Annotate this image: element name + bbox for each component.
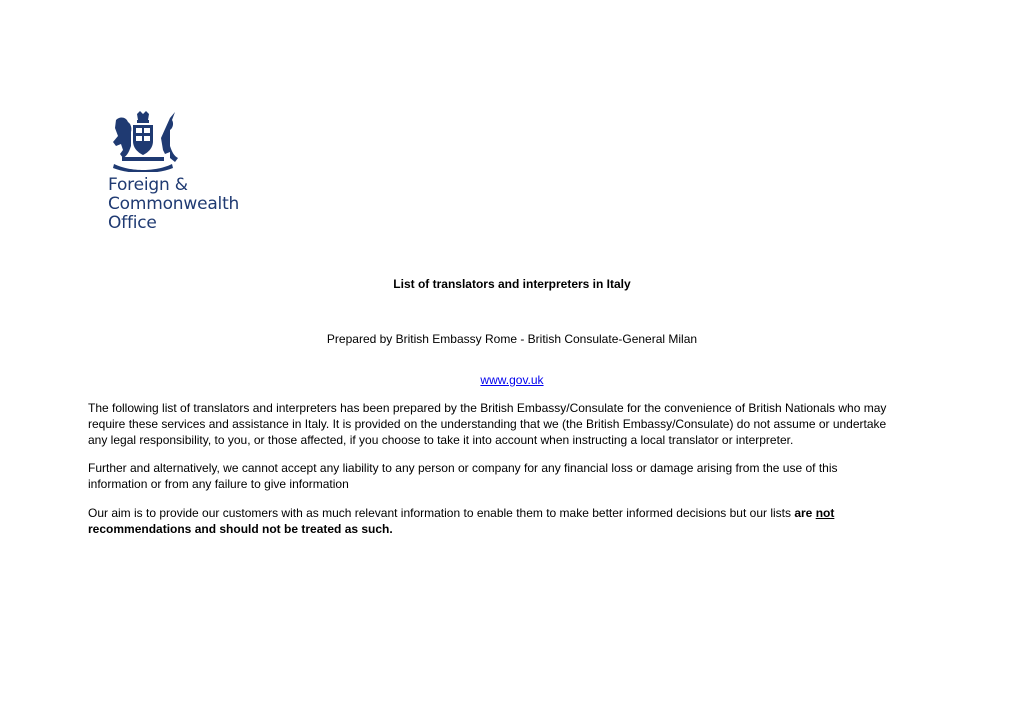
- paragraph-3-text: Our aim is to provide our customers with as much relevant information to enable them to make better informed decisions but our lists: [88, 506, 795, 520]
- website-link-row: [0, 373, 1024, 387]
- org-name-line-1: Foreign &: [108, 175, 188, 195]
- document-title: List of translators and interpreters in Italy: [393, 277, 631, 291]
- prepared-by-line: Prepared by British Embassy Rome - British Consulate-General Milan: [326, 332, 698, 346]
- disclaimer-paragraph-3: [88, 505, 888, 537]
- disclaimer-paragraph-2: Further and alternatively, we cannot accept any liability to any person or company for any financial loss or damage arising from the use of this information or from any failure to give information: [88, 461, 838, 491]
- org-name-line-2: Commonwealth: [108, 194, 240, 214]
- paragraph-3-bold-not: not: [815, 506, 835, 520]
- royal-coat-of-arms-icon: [108, 110, 178, 172]
- paragraph-3-bold-are: are: [794, 506, 813, 520]
- org-name-line-3: Office: [108, 213, 157, 233]
- disclaimer-paragraph-1: The following list of translators and interpreters has been prepared by the British Embassy/Consulate for the convenience of British Nationals who may require these services and assistance in Italy. It is provided on the understanding that we (the British Embassy/Consulate) do not assume or undertake any legal responsibility, to you, or those affected, if you choose to take it into account when instructing a local translator or interpreter.: [88, 401, 887, 447]
- fco-logo: [108, 110, 288, 233]
- paragraph-3-bold-rest: recommendations and should not be treated as such.: [88, 522, 393, 536]
- organisation-name: [108, 176, 288, 233]
- website-link[interactable]: www.gov.uk: [480, 373, 544, 387]
